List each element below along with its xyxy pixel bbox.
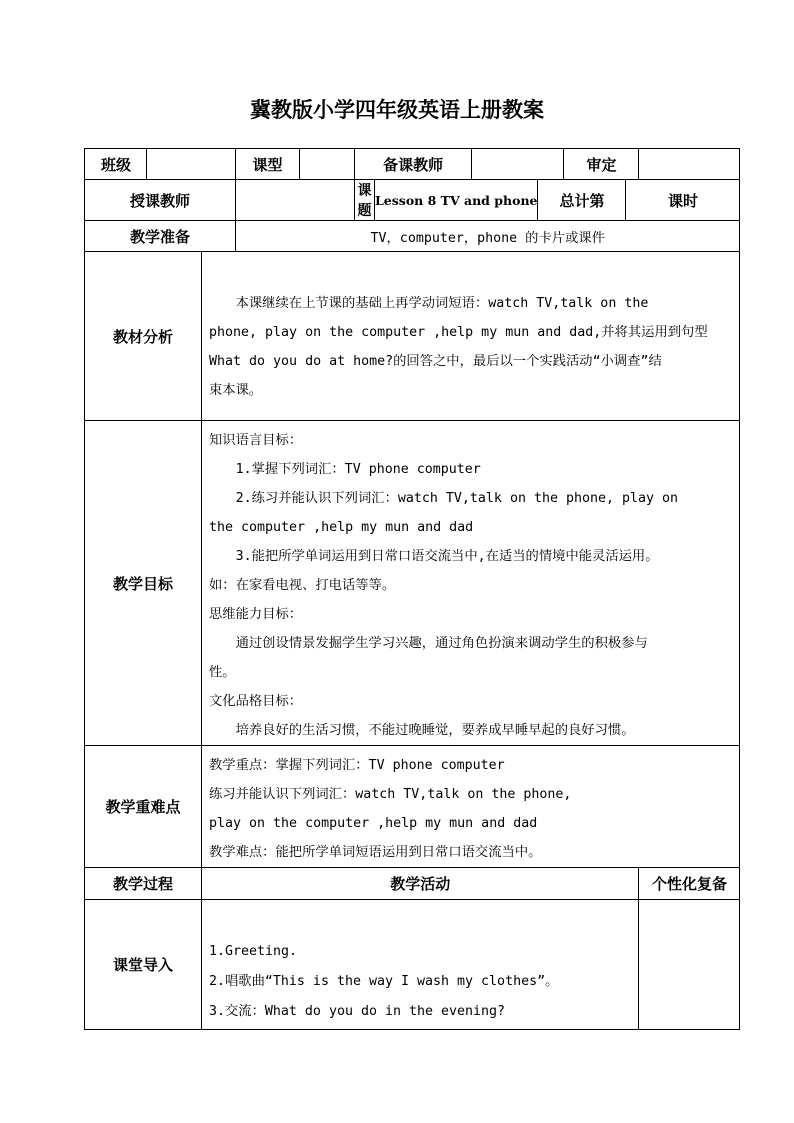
objective-line: 思维能力目标： [209, 607, 303, 622]
review-label: 审定 [564, 149, 639, 180]
total-label: 总计第 [538, 180, 626, 221]
key-points-content [202, 746, 740, 868]
objective-line: the computer ,help my mun and dad [209, 520, 474, 535]
period-label: 课时 [626, 180, 740, 221]
lesson-plan-table [84, 148, 740, 1030]
prep-label: 教学准备 [85, 221, 236, 252]
objectives-label: 教学目标 [85, 421, 202, 746]
intro-row [85, 900, 740, 1030]
objective-line: 2.练习并能认识下列词汇：watch TV,talk on the phone, play on [235, 491, 679, 506]
activity-label: 教学活动 [202, 868, 639, 900]
teaching-teacher-label: 授课教师 [85, 180, 236, 221]
objectives-content [202, 421, 740, 746]
intro-line: 3.交流：What do you do in the evening? [209, 1004, 506, 1019]
intro-personal-notes [639, 900, 740, 1030]
document-title: 冀教版小学四年级英语上册教案 [250, 98, 544, 122]
review-value [639, 149, 740, 180]
objective-line: 知识语言目标： [209, 433, 303, 448]
topic-label: 课题 [355, 180, 375, 221]
prep-teacher-label: 备课教师 [355, 149, 472, 180]
prep-teacher-value [472, 149, 564, 180]
objective-line: 如：在家看电视、打电话等等。 [209, 578, 396, 593]
key-point-line: 教学重点：掌握下列词汇：TV phone computer [209, 758, 505, 773]
objective-line: 性。 [209, 665, 236, 680]
intro-line: 1.Greeting. [209, 944, 298, 959]
analysis-row [85, 252, 740, 421]
key-points-label: 教学重难点 [85, 746, 202, 868]
process-header-row [85, 868, 740, 900]
intro-line: 2.唱歌曲“This is the way I wash my clothes”。 [209, 974, 559, 989]
objective-line: 1.掌握下列词汇：TV phone computer [235, 462, 481, 477]
objective-line: 培养良好的生活习惯，不能过晚睡觉，要养成早睡早起的良好习惯。 [235, 723, 635, 738]
header-row-2 [85, 180, 740, 221]
analysis-line: What do you do at home?的回答之中，最后以一个实践活动“小调查”结 [209, 354, 662, 369]
prep-value: TV，computer，phone 的卡片或课件 [236, 221, 740, 252]
intro-label: 课堂导入 [85, 900, 202, 1030]
process-label: 教学过程 [85, 868, 202, 900]
analysis-label: 教材分析 [85, 252, 202, 421]
analysis-content [202, 252, 740, 421]
analysis-line: phone, play on the computer ,help my mun and dad,并将其运用到句型 [209, 325, 708, 340]
analysis-line: 束本课。 [209, 383, 263, 398]
course-type-value [300, 149, 355, 180]
course-type-label: 课型 [236, 149, 300, 180]
analysis-line: 本课继续在上节课的基础上再学动词短语：watch TV,talk on the [235, 296, 649, 311]
key-point-line: 教学难点：能把所学单词短语运用到日常口语交流当中。 [209, 845, 542, 860]
key-points-row [85, 746, 740, 868]
objective-line: 通过创设情景发掘学生学习兴趣，通过角色扮演来调动学生的积极参与 [235, 636, 648, 651]
header-row-3 [85, 221, 740, 252]
topic-value: Lesson 8 TV and phone [375, 180, 538, 221]
teaching-teacher-value [236, 180, 355, 221]
objective-line: 文化品格目标： [209, 694, 303, 709]
header-row-1 [85, 149, 740, 180]
class-label: 班级 [85, 149, 147, 180]
class-value [147, 149, 236, 180]
personal-label: 个性化复备 [639, 868, 740, 900]
key-point-line: play on the computer ,help my mun and dad [209, 816, 538, 831]
objectives-row [85, 421, 740, 746]
intro-content [202, 900, 639, 1030]
objective-line: 3.能把所学单词运用到日常口语交流当中,在适当的情境中能灵活运用。 [235, 549, 659, 564]
key-point-line: 练习并能认识下列词汇：watch TV,talk on the phone, [209, 787, 572, 802]
